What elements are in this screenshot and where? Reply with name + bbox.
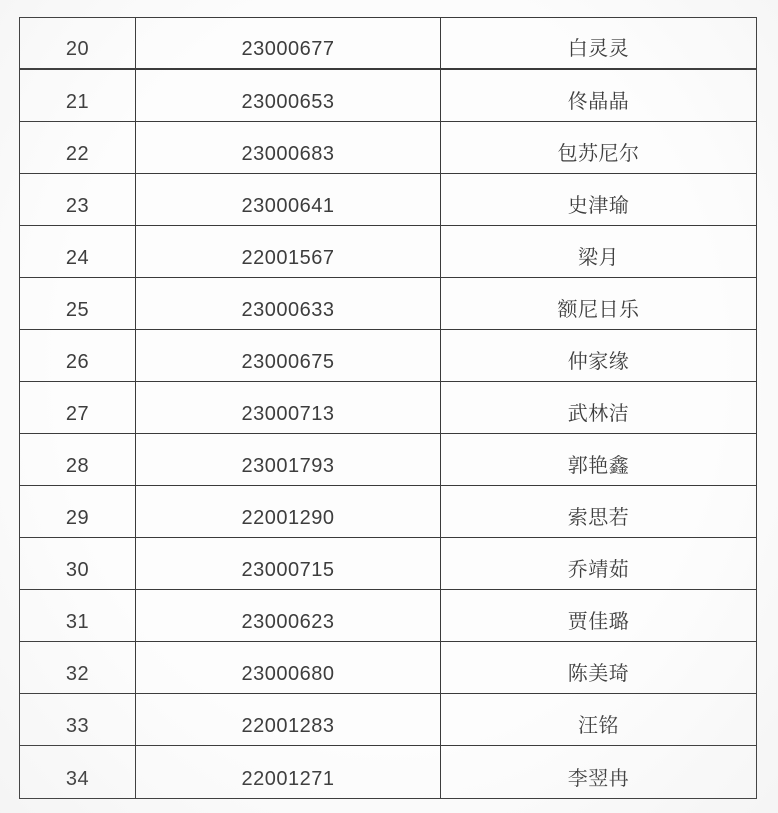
cell-student-id: 23000713: [136, 382, 441, 433]
cell-row-number: 24: [20, 226, 136, 277]
cell-row-number: 31: [20, 590, 136, 641]
table-row: [20, 174, 756, 226]
cell-student-id: 23000623: [136, 590, 441, 641]
cell-row-number: 32: [20, 642, 136, 693]
cell-student-id: 22001567: [136, 226, 441, 277]
cell-student-id: 23000633: [136, 278, 441, 329]
cell-name: 陈美琦: [567, 663, 630, 685]
table-row: [20, 70, 756, 122]
table-row: [20, 18, 756, 70]
cell-name: 索思若: [567, 507, 630, 529]
table-row: [20, 278, 756, 330]
cell-name: 包苏尼尔: [557, 143, 640, 165]
cell-name: 佟晶晶: [567, 91, 630, 113]
table-row: [20, 538, 756, 590]
cell-student-id: 22001290: [136, 486, 441, 537]
cell-row-number: 30: [20, 538, 136, 589]
table-row: [20, 330, 756, 382]
cell-name: 李翌冉: [567, 768, 630, 790]
cell-name: 额尼日乐: [557, 299, 640, 321]
table-row: [20, 486, 756, 538]
roster-table: [19, 17, 757, 799]
cell-name: 汪铭: [578, 715, 619, 737]
table-row: [20, 382, 756, 434]
cell-row-number: 27: [20, 382, 136, 433]
cell-name: 史津瑜: [567, 195, 630, 217]
table-row: [20, 642, 756, 694]
cell-name: 白灵灵: [567, 38, 630, 60]
cell-student-id: 23000680: [136, 642, 441, 693]
table-row: [20, 590, 756, 642]
cell-name: 仲家缘: [567, 351, 630, 373]
cell-student-id: 23000715: [136, 538, 441, 589]
cell-row-number: 29: [20, 486, 136, 537]
cell-row-number: 26: [20, 330, 136, 381]
cell-student-id: 23001793: [136, 434, 441, 485]
cell-row-number: 28: [20, 434, 136, 485]
cell-row-number: 34: [20, 746, 136, 798]
cell-name: 武林洁: [567, 403, 630, 425]
cell-student-id: 23000675: [136, 330, 441, 381]
cell-name: 郭艳鑫: [567, 455, 630, 477]
cell-student-id: 23000677: [136, 18, 441, 68]
cell-row-number: 23: [20, 174, 136, 225]
table-row: [20, 746, 756, 798]
cell-name: 贾佳璐: [567, 611, 630, 633]
cell-row-number: 22: [20, 122, 136, 173]
cell-name: 乔靖茹: [567, 559, 630, 581]
cell-student-id: 22001271: [136, 746, 441, 798]
cell-row-number: 20: [20, 18, 136, 68]
cell-name: 梁月: [578, 247, 619, 269]
cell-row-number: 21: [20, 70, 136, 121]
cell-row-number: 25: [20, 278, 136, 329]
cell-student-id: 22001283: [136, 694, 441, 745]
table-row: [20, 694, 756, 746]
cell-student-id: 23000683: [136, 122, 441, 173]
cell-student-id: 23000653: [136, 70, 441, 121]
table-row: [20, 226, 756, 278]
cell-row-number: 33: [20, 694, 136, 745]
cell-student-id: 23000641: [136, 174, 441, 225]
table-row: [20, 122, 756, 174]
table-row: [20, 434, 756, 486]
